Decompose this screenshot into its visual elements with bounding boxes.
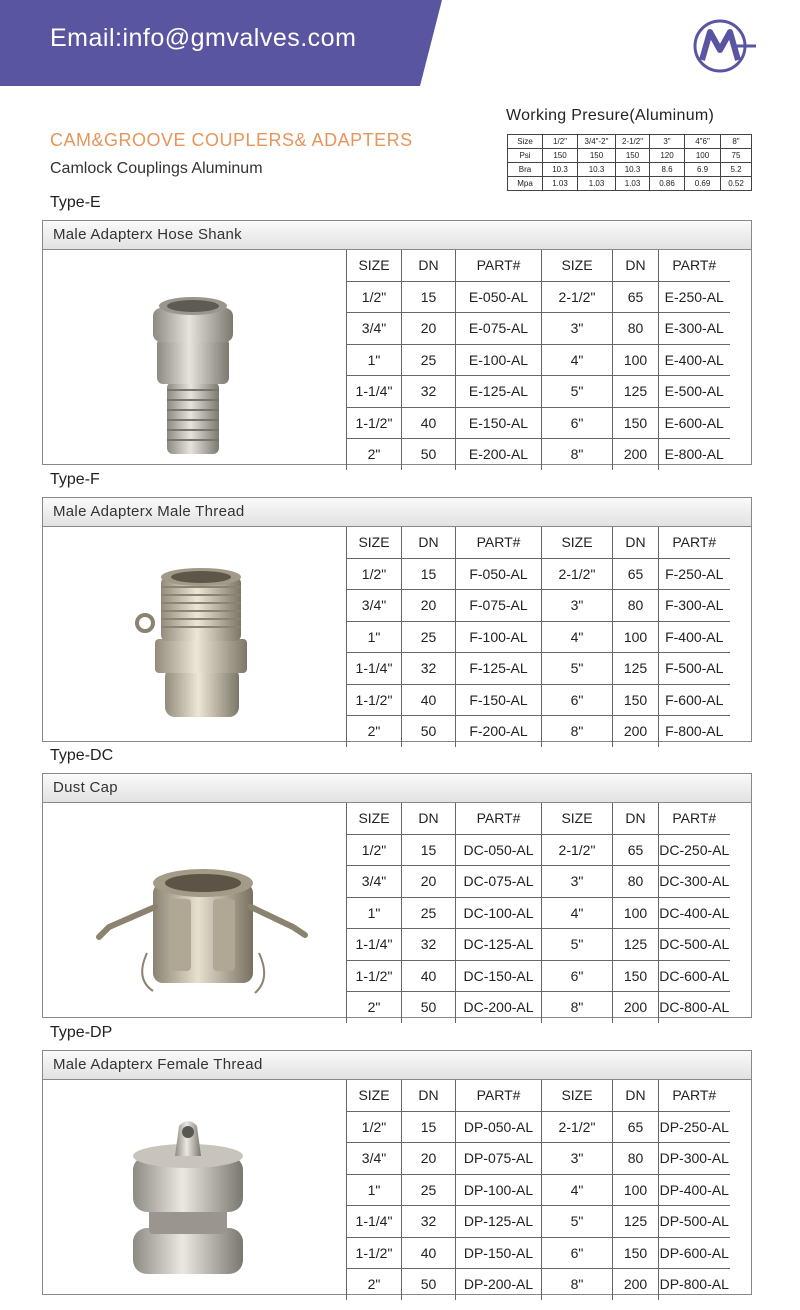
table-cell: 125 bbox=[613, 929, 659, 961]
table-cell: 1-1/4" bbox=[347, 929, 402, 961]
table-cell: 1/2" bbox=[347, 558, 402, 590]
pressure-cell: 0.86 bbox=[650, 177, 685, 191]
table-row bbox=[347, 344, 730, 376]
table-cell: E-300-AL bbox=[659, 313, 730, 345]
table-row bbox=[347, 281, 730, 313]
table-cell: 2" bbox=[347, 439, 402, 470]
table-cell: DC-100-AL bbox=[456, 897, 542, 929]
table-cell: DP-050-AL bbox=[456, 1111, 542, 1143]
table-cell: E-075-AL bbox=[456, 313, 542, 345]
table-row bbox=[347, 929, 730, 961]
table-row bbox=[347, 407, 730, 439]
table-cell: E-400-AL bbox=[659, 344, 730, 376]
table-row bbox=[347, 376, 730, 408]
table-cell: 50 bbox=[402, 439, 456, 470]
table-cell: DC-600-AL bbox=[659, 960, 730, 992]
table-cell: F-200-AL bbox=[456, 716, 542, 747]
table-cell: DC-150-AL bbox=[456, 960, 542, 992]
column-header: SIZE bbox=[347, 1080, 402, 1111]
table-cell: DP-100-AL bbox=[456, 1174, 542, 1206]
table-cell: F-250-AL bbox=[659, 558, 730, 590]
table-cell: 3" bbox=[542, 866, 613, 898]
table-cell: DP-200-AL bbox=[456, 1269, 542, 1300]
table-row bbox=[347, 716, 730, 747]
table-cell: DP-075-AL bbox=[456, 1143, 542, 1175]
table-cell: E-200-AL bbox=[456, 439, 542, 470]
table-cell: 1" bbox=[347, 621, 402, 653]
header bbox=[0, 0, 800, 86]
table-cell: 100 bbox=[613, 897, 659, 929]
table-cell: 200 bbox=[613, 1269, 659, 1300]
pressure-row bbox=[508, 177, 752, 191]
column-header: DN bbox=[402, 250, 456, 281]
table-header-row bbox=[347, 1080, 730, 1111]
column-header: SIZE bbox=[347, 803, 402, 834]
pressure-cell: 1.03 bbox=[578, 177, 616, 191]
table-cell: 8" bbox=[542, 992, 613, 1023]
table-cell: DC-200-AL bbox=[456, 992, 542, 1023]
table-cell: DC-800-AL bbox=[659, 992, 730, 1023]
table-cell: 50 bbox=[402, 992, 456, 1023]
column-header: DN bbox=[613, 527, 659, 558]
table-cell: 1-1/2" bbox=[347, 960, 402, 992]
product-name: Male Adapterx Female Thread bbox=[43, 1051, 751, 1080]
table-cell: 5" bbox=[542, 1206, 613, 1238]
table-cell: 1" bbox=[347, 1174, 402, 1206]
table-cell: 100 bbox=[613, 1174, 659, 1206]
table-cell: 2-1/2" bbox=[542, 558, 613, 590]
table-cell: 65 bbox=[613, 281, 659, 313]
pressure-cell: Size bbox=[508, 135, 543, 149]
email-address[interactable]: Email:info@gmvalves.com bbox=[50, 24, 357, 52]
table-cell: 3/4" bbox=[347, 590, 402, 622]
table-row bbox=[347, 558, 730, 590]
table-cell: F-125-AL bbox=[456, 653, 542, 685]
product-section bbox=[42, 773, 752, 1018]
table-row bbox=[347, 1206, 730, 1238]
column-header: PART# bbox=[456, 250, 542, 281]
table-cell: 65 bbox=[613, 558, 659, 590]
column-header: DN bbox=[402, 1080, 456, 1111]
table-cell: 40 bbox=[402, 960, 456, 992]
part-table bbox=[346, 527, 730, 747]
table-cell: 1" bbox=[347, 897, 402, 929]
table-cell: 65 bbox=[613, 1111, 659, 1143]
table-cell: 5" bbox=[542, 929, 613, 961]
table-header-row bbox=[347, 250, 730, 281]
table-cell: 4" bbox=[542, 621, 613, 653]
table-cell: F-300-AL bbox=[659, 590, 730, 622]
table-row bbox=[347, 897, 730, 929]
table-cell: 8" bbox=[542, 716, 613, 747]
pressure-cell: 10.3 bbox=[543, 163, 578, 177]
table-cell: F-150-AL bbox=[456, 684, 542, 716]
pressure-cell: 10.3 bbox=[616, 163, 650, 177]
table-cell: F-800-AL bbox=[659, 716, 730, 747]
catalog-title: CAM&GROOVE COUPLERS& ADAPTERS bbox=[50, 130, 413, 150]
table-header-row bbox=[347, 803, 730, 834]
column-header: SIZE bbox=[542, 1080, 613, 1111]
table-cell: 150 bbox=[613, 407, 659, 439]
table-cell: 65 bbox=[613, 834, 659, 866]
table-cell: 1/2" bbox=[347, 1111, 402, 1143]
table-cell: 15 bbox=[402, 558, 456, 590]
table-cell: 6" bbox=[542, 684, 613, 716]
pressure-cell: 3" bbox=[650, 135, 685, 149]
table-cell: 4" bbox=[542, 344, 613, 376]
column-header: PART# bbox=[456, 803, 542, 834]
table-cell: 80 bbox=[613, 866, 659, 898]
pressure-row bbox=[508, 163, 752, 177]
table-cell: 1-1/2" bbox=[347, 684, 402, 716]
pressure-cell: 0.69 bbox=[685, 177, 721, 191]
pressure-cell: 150 bbox=[543, 149, 578, 163]
column-header: DN bbox=[402, 527, 456, 558]
type-e-adapter-icon bbox=[43, 250, 346, 464]
column-header: DN bbox=[613, 250, 659, 281]
pressure-cell: 0.52 bbox=[721, 177, 752, 191]
table-cell: DP-500-AL bbox=[659, 1206, 730, 1238]
table-row bbox=[347, 992, 730, 1023]
table-row bbox=[347, 313, 730, 345]
table-cell: 8" bbox=[542, 439, 613, 470]
table-cell: 1-1/2" bbox=[347, 1237, 402, 1269]
table-cell: 32 bbox=[402, 1206, 456, 1238]
part-table bbox=[346, 1080, 730, 1300]
table-cell: 20 bbox=[402, 313, 456, 345]
table-header-row bbox=[347, 527, 730, 558]
table-cell: 20 bbox=[402, 590, 456, 622]
column-header: PART# bbox=[659, 250, 730, 281]
type-label: Type-E bbox=[50, 194, 101, 211]
pressure-cell: 8" bbox=[721, 135, 752, 149]
table-row bbox=[347, 960, 730, 992]
product-section bbox=[42, 497, 752, 742]
catalog-subtitle: Camlock Couplings Aluminum bbox=[50, 160, 263, 177]
table-cell: 1-1/2" bbox=[347, 407, 402, 439]
table-cell: 3" bbox=[542, 1143, 613, 1175]
column-header: SIZE bbox=[542, 250, 613, 281]
pressure-cell: 1/2" bbox=[543, 135, 578, 149]
table-row bbox=[347, 621, 730, 653]
table-cell: DP-250-AL bbox=[659, 1111, 730, 1143]
table-cell: 1/2" bbox=[347, 281, 402, 313]
pressure-cell: Bra bbox=[508, 163, 543, 177]
pressure-cell: 5.2 bbox=[721, 163, 752, 177]
table-cell: 125 bbox=[613, 1206, 659, 1238]
pressure-cell: 150 bbox=[616, 149, 650, 163]
table-cell: 15 bbox=[402, 1111, 456, 1143]
table-cell: E-100-AL bbox=[456, 344, 542, 376]
table-row bbox=[347, 590, 730, 622]
table-cell: 100 bbox=[613, 344, 659, 376]
column-header: DN bbox=[613, 1080, 659, 1111]
table-row bbox=[347, 653, 730, 685]
table-cell: DP-600-AL bbox=[659, 1237, 730, 1269]
pressure-cell: 8.6 bbox=[650, 163, 685, 177]
table-cell: 2" bbox=[347, 716, 402, 747]
table-cell: 25 bbox=[402, 621, 456, 653]
table-cell: DC-125-AL bbox=[456, 929, 542, 961]
table-cell: DP-150-AL bbox=[456, 1237, 542, 1269]
table-cell: 6" bbox=[542, 407, 613, 439]
table-cell: E-125-AL bbox=[456, 376, 542, 408]
table-cell: 1-1/4" bbox=[347, 653, 402, 685]
table-cell: 3" bbox=[542, 313, 613, 345]
table-cell: 125 bbox=[613, 653, 659, 685]
table-cell: DP-300-AL bbox=[659, 1143, 730, 1175]
column-header: SIZE bbox=[542, 803, 613, 834]
table-cell: 5" bbox=[542, 376, 613, 408]
table-cell: E-800-AL bbox=[659, 439, 730, 470]
table-cell: 1-1/4" bbox=[347, 376, 402, 408]
column-header: SIZE bbox=[347, 250, 402, 281]
table-cell: 50 bbox=[402, 1269, 456, 1300]
column-header: PART# bbox=[659, 1080, 730, 1111]
product-name: Male Adapterx Hose Shank bbox=[43, 221, 751, 250]
table-cell: 32 bbox=[402, 376, 456, 408]
pressure-row bbox=[508, 149, 752, 163]
pressure-cell: 150 bbox=[578, 149, 616, 163]
table-cell: 1" bbox=[347, 344, 402, 376]
type-dc-dust-cap-icon bbox=[43, 803, 346, 1017]
pressure-cell: 4"6" bbox=[685, 135, 721, 149]
type-dp-dust-plug-icon bbox=[43, 1080, 346, 1294]
table-cell: 80 bbox=[613, 313, 659, 345]
part-table bbox=[346, 803, 730, 1023]
table-cell: 6" bbox=[542, 960, 613, 992]
table-row bbox=[347, 1174, 730, 1206]
table-cell: 2-1/2" bbox=[542, 1111, 613, 1143]
table-cell: F-400-AL bbox=[659, 621, 730, 653]
table-row bbox=[347, 1237, 730, 1269]
pressure-cell: 1.03 bbox=[543, 177, 578, 191]
table-cell: 150 bbox=[613, 684, 659, 716]
table-cell: DC-400-AL bbox=[659, 897, 730, 929]
pressure-cell: 100 bbox=[685, 149, 721, 163]
table-cell: 25 bbox=[402, 344, 456, 376]
table-row bbox=[347, 1269, 730, 1300]
gm-logo-icon bbox=[688, 18, 758, 74]
table-cell: 150 bbox=[613, 960, 659, 992]
table-cell: 3" bbox=[542, 590, 613, 622]
column-header: PART# bbox=[456, 527, 542, 558]
pressure-cell: 2-1/2" bbox=[616, 135, 650, 149]
table-cell: 2-1/2" bbox=[542, 834, 613, 866]
product-section bbox=[42, 1050, 752, 1295]
table-cell: 20 bbox=[402, 866, 456, 898]
product-name: Dust Cap bbox=[43, 774, 751, 803]
table-cell: F-075-AL bbox=[456, 590, 542, 622]
table-cell: 2" bbox=[347, 1269, 402, 1300]
table-cell: 200 bbox=[613, 439, 659, 470]
table-cell: F-600-AL bbox=[659, 684, 730, 716]
table-cell: 2-1/2" bbox=[542, 281, 613, 313]
table-cell: E-250-AL bbox=[659, 281, 730, 313]
table-cell: 200 bbox=[613, 716, 659, 747]
column-header: DN bbox=[402, 803, 456, 834]
table-cell: DC-250-AL bbox=[659, 834, 730, 866]
table-cell: E-150-AL bbox=[456, 407, 542, 439]
table-cell: 100 bbox=[613, 621, 659, 653]
table-cell: E-050-AL bbox=[456, 281, 542, 313]
table-cell: 4" bbox=[542, 1174, 613, 1206]
table-row bbox=[347, 684, 730, 716]
table-cell: 50 bbox=[402, 716, 456, 747]
part-table bbox=[346, 250, 730, 470]
table-cell: 125 bbox=[613, 376, 659, 408]
table-cell: E-600-AL bbox=[659, 407, 730, 439]
column-header: PART# bbox=[659, 803, 730, 834]
table-cell: 25 bbox=[402, 1174, 456, 1206]
table-cell: F-100-AL bbox=[456, 621, 542, 653]
product-section bbox=[42, 220, 752, 465]
table-cell: 25 bbox=[402, 897, 456, 929]
table-row bbox=[347, 1111, 730, 1143]
table-cell: 20 bbox=[402, 1143, 456, 1175]
table-cell: 1/2" bbox=[347, 834, 402, 866]
column-header: DN bbox=[613, 803, 659, 834]
column-header: SIZE bbox=[542, 527, 613, 558]
table-cell: 4" bbox=[542, 897, 613, 929]
table-cell: DC-050-AL bbox=[456, 834, 542, 866]
table-cell: 32 bbox=[402, 929, 456, 961]
table-cell: 15 bbox=[402, 281, 456, 313]
pressure-cell: 75 bbox=[721, 149, 752, 163]
table-cell: DC-500-AL bbox=[659, 929, 730, 961]
type-label: Type-F bbox=[50, 471, 100, 488]
table-cell: DC-075-AL bbox=[456, 866, 542, 898]
table-cell: 5" bbox=[542, 653, 613, 685]
table-cell: DP-400-AL bbox=[659, 1174, 730, 1206]
pressure-cell: 1.03 bbox=[616, 177, 650, 191]
table-cell: 3/4" bbox=[347, 866, 402, 898]
pressure-cell: 3/4"-2" bbox=[578, 135, 616, 149]
table-row bbox=[347, 834, 730, 866]
table-row bbox=[347, 1143, 730, 1175]
pressure-cell: 6.9 bbox=[685, 163, 721, 177]
table-cell: F-500-AL bbox=[659, 653, 730, 685]
table-cell: DP-125-AL bbox=[456, 1206, 542, 1238]
table-cell: 80 bbox=[613, 590, 659, 622]
table-row bbox=[347, 866, 730, 898]
column-header: PART# bbox=[659, 527, 730, 558]
pressure-row bbox=[508, 135, 752, 149]
pressure-cell: 10.3 bbox=[578, 163, 616, 177]
table-row bbox=[347, 439, 730, 470]
column-header: SIZE bbox=[347, 527, 402, 558]
table-cell: E-500-AL bbox=[659, 376, 730, 408]
table-cell: 32 bbox=[402, 653, 456, 685]
table-cell: 40 bbox=[402, 1237, 456, 1269]
table-cell: 2" bbox=[347, 992, 402, 1023]
table-cell: DC-300-AL bbox=[659, 866, 730, 898]
pressure-table bbox=[507, 134, 752, 191]
table-cell: 6" bbox=[542, 1237, 613, 1269]
banner-edge bbox=[420, 0, 442, 86]
table-cell: 3/4" bbox=[347, 1143, 402, 1175]
type-label: Type-DP bbox=[50, 1024, 113, 1041]
pressure-cell: Mpa bbox=[508, 177, 543, 191]
table-cell: DP-800-AL bbox=[659, 1269, 730, 1300]
type-label: Type-DC bbox=[50, 747, 114, 764]
pressure-cell: Psi bbox=[508, 149, 543, 163]
product-name: Male Adapterx Male Thread bbox=[43, 498, 751, 527]
pressure-title: Working Presure(Aluminum) bbox=[506, 107, 715, 124]
table-cell: 200 bbox=[613, 992, 659, 1023]
table-cell: 8" bbox=[542, 1269, 613, 1300]
pressure-cell: 120 bbox=[650, 149, 685, 163]
table-cell: 15 bbox=[402, 834, 456, 866]
table-cell: 40 bbox=[402, 684, 456, 716]
table-cell: 40 bbox=[402, 407, 456, 439]
table-cell: 1-1/4" bbox=[347, 1206, 402, 1238]
type-f-adapter-icon bbox=[43, 527, 346, 741]
column-header: PART# bbox=[456, 1080, 542, 1111]
table-cell: 150 bbox=[613, 1237, 659, 1269]
table-cell: F-050-AL bbox=[456, 558, 542, 590]
table-cell: 80 bbox=[613, 1143, 659, 1175]
table-cell: 3/4" bbox=[347, 313, 402, 345]
